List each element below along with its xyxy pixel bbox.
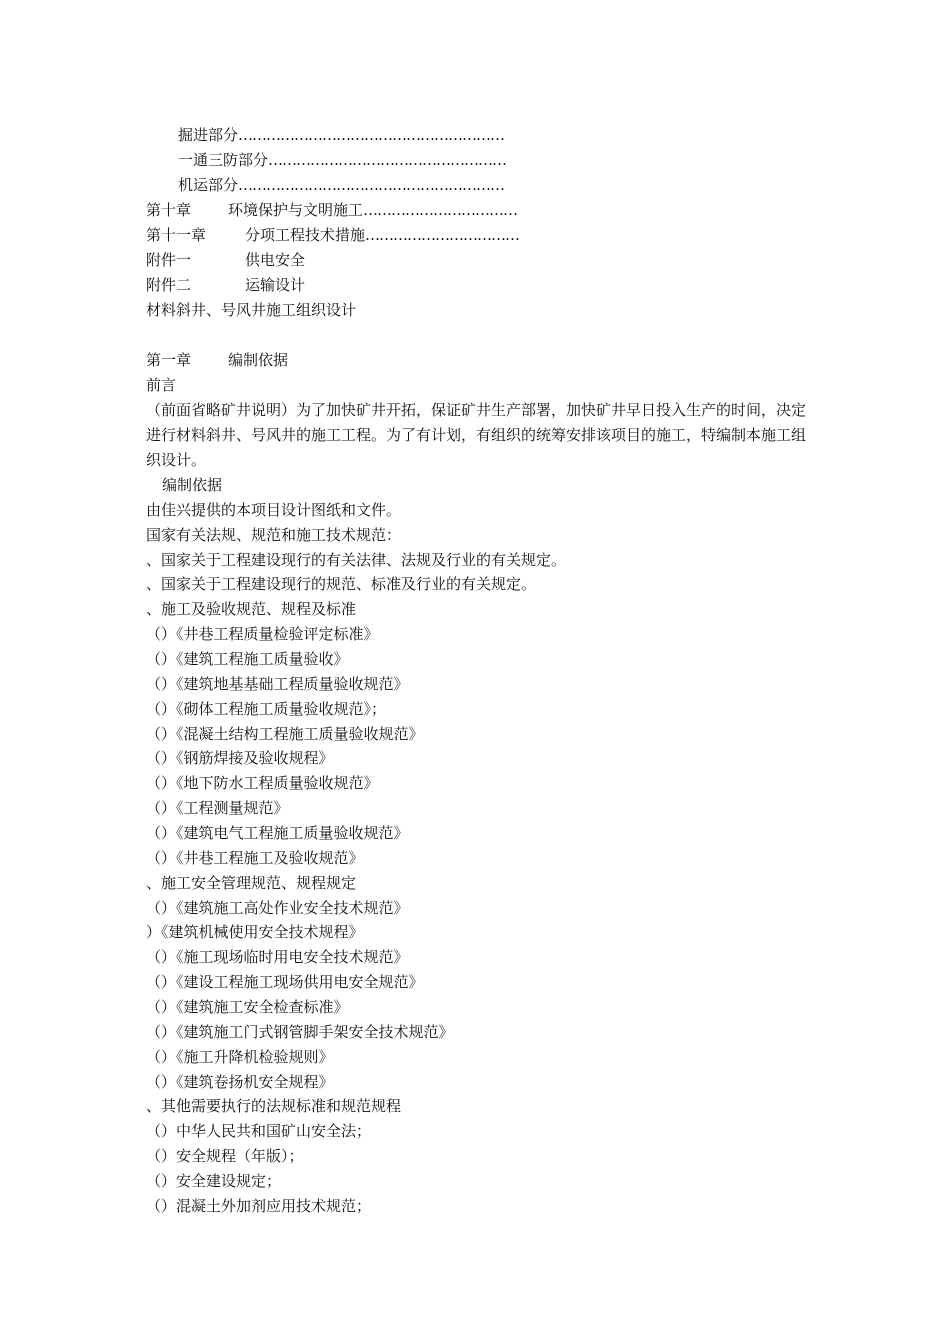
toc-sub-item: 掘进部分………………………………………………… — [178, 126, 505, 144]
list-item: （）《工程测量规范》 — [146, 799, 289, 817]
list-item: （）《建筑工程施工质量验收》 — [146, 650, 349, 668]
toc-chapter: 第十章 环境保护与文明施工…………………………… — [146, 201, 518, 219]
list-item: （）《地下防水工程质量验收规范》 — [146, 774, 379, 792]
toc-chapter: 第十一章 分项工程技术措施…………………………… — [146, 226, 520, 244]
document-title: 材料斜井、号风井施工组织设计 — [146, 301, 357, 319]
list-item: （）《砌体工程施工质量验收规范》； — [146, 700, 387, 718]
list-item: （）《建设工程施工现场供用电安全规范》 — [146, 973, 424, 991]
list-item: ）《建筑机械使用安全技术规程》 — [146, 923, 364, 941]
list-item: （）《建筑电气工程施工质量验收规范》 — [146, 824, 409, 842]
text-line: 由佳兴提供的本项目设计图纸和文件。 — [146, 501, 402, 519]
toc-appendix: 附件一 供电安全 — [146, 251, 306, 269]
list-item: （）《建筑卷扬机安全规程》 — [146, 1073, 334, 1091]
text-line: 、施工及验收规范、规程及标准 — [146, 600, 357, 618]
list-item: （）《施工现场临时用电安全技术规范》 — [146, 948, 409, 966]
text-line: 、施工安全管理规范、规程规定 — [146, 874, 357, 892]
list-item: （）《建筑地基基础工程质量验收规范》 — [146, 675, 409, 693]
preface-heading: 前言 — [146, 376, 177, 394]
list-item: （）《钢筋焊接及验收规程》 — [146, 749, 334, 767]
section-heading: 编制依据 — [162, 476, 223, 494]
list-item: （）《建筑施工安全检查标准》 — [146, 998, 349, 1016]
text-line: 国家有关法规、规范和施工技术规范： — [146, 526, 402, 544]
toc-sub-item: 机运部分………………………………………………… — [178, 176, 505, 194]
list-item: （）《建筑施工门式钢管脚手架安全技术规范》 — [146, 1023, 454, 1041]
list-item: （）《施工升降机检验规则》 — [146, 1048, 334, 1066]
text-line: 、其他需要执行的法规标准和规范规程 — [146, 1097, 402, 1115]
list-item: （）《建筑施工高处作业安全技术规范》 — [146, 899, 409, 917]
toc-appendix: 附件二 运输设计 — [146, 276, 306, 294]
preface-paragraph: （前面省略矿井说明）为了加快矿井开拓，保证矿井生产部署，加快矿井早日投入生产的时间，决定进行材料斜井、号风井的施工工程。为了有计划，有组织的统筹安排该项目的施工，特编制本施工组织设计。 — [146, 401, 807, 469]
list-item: （）《井巷工程质量检验评定标准》 — [146, 625, 379, 643]
toc-sub-item: 一通三防部分…………………………………………… — [178, 151, 507, 169]
list-item: （）混凝土外加剂应用技术规范； — [146, 1197, 372, 1215]
list-item: （）安全规程（年版）； — [146, 1147, 304, 1165]
list-item: （）安全建设规定； — [146, 1172, 282, 1190]
text-line: 、国家关于工程建设现行的规范、标准及行业的有关规定。 — [146, 575, 537, 593]
list-item: （）《混凝土结构工程施工质量验收规范》 — [146, 725, 424, 743]
chapter-heading: 第一章 编制依据 — [146, 351, 289, 369]
list-item: （）《井巷工程施工及验收规范》 — [146, 849, 364, 867]
text-line: 、国家关于工程建设现行的有关法律、法规及行业的有关规定。 — [146, 551, 567, 569]
list-item: （）中华人民共和国矿山安全法； — [146, 1122, 372, 1140]
